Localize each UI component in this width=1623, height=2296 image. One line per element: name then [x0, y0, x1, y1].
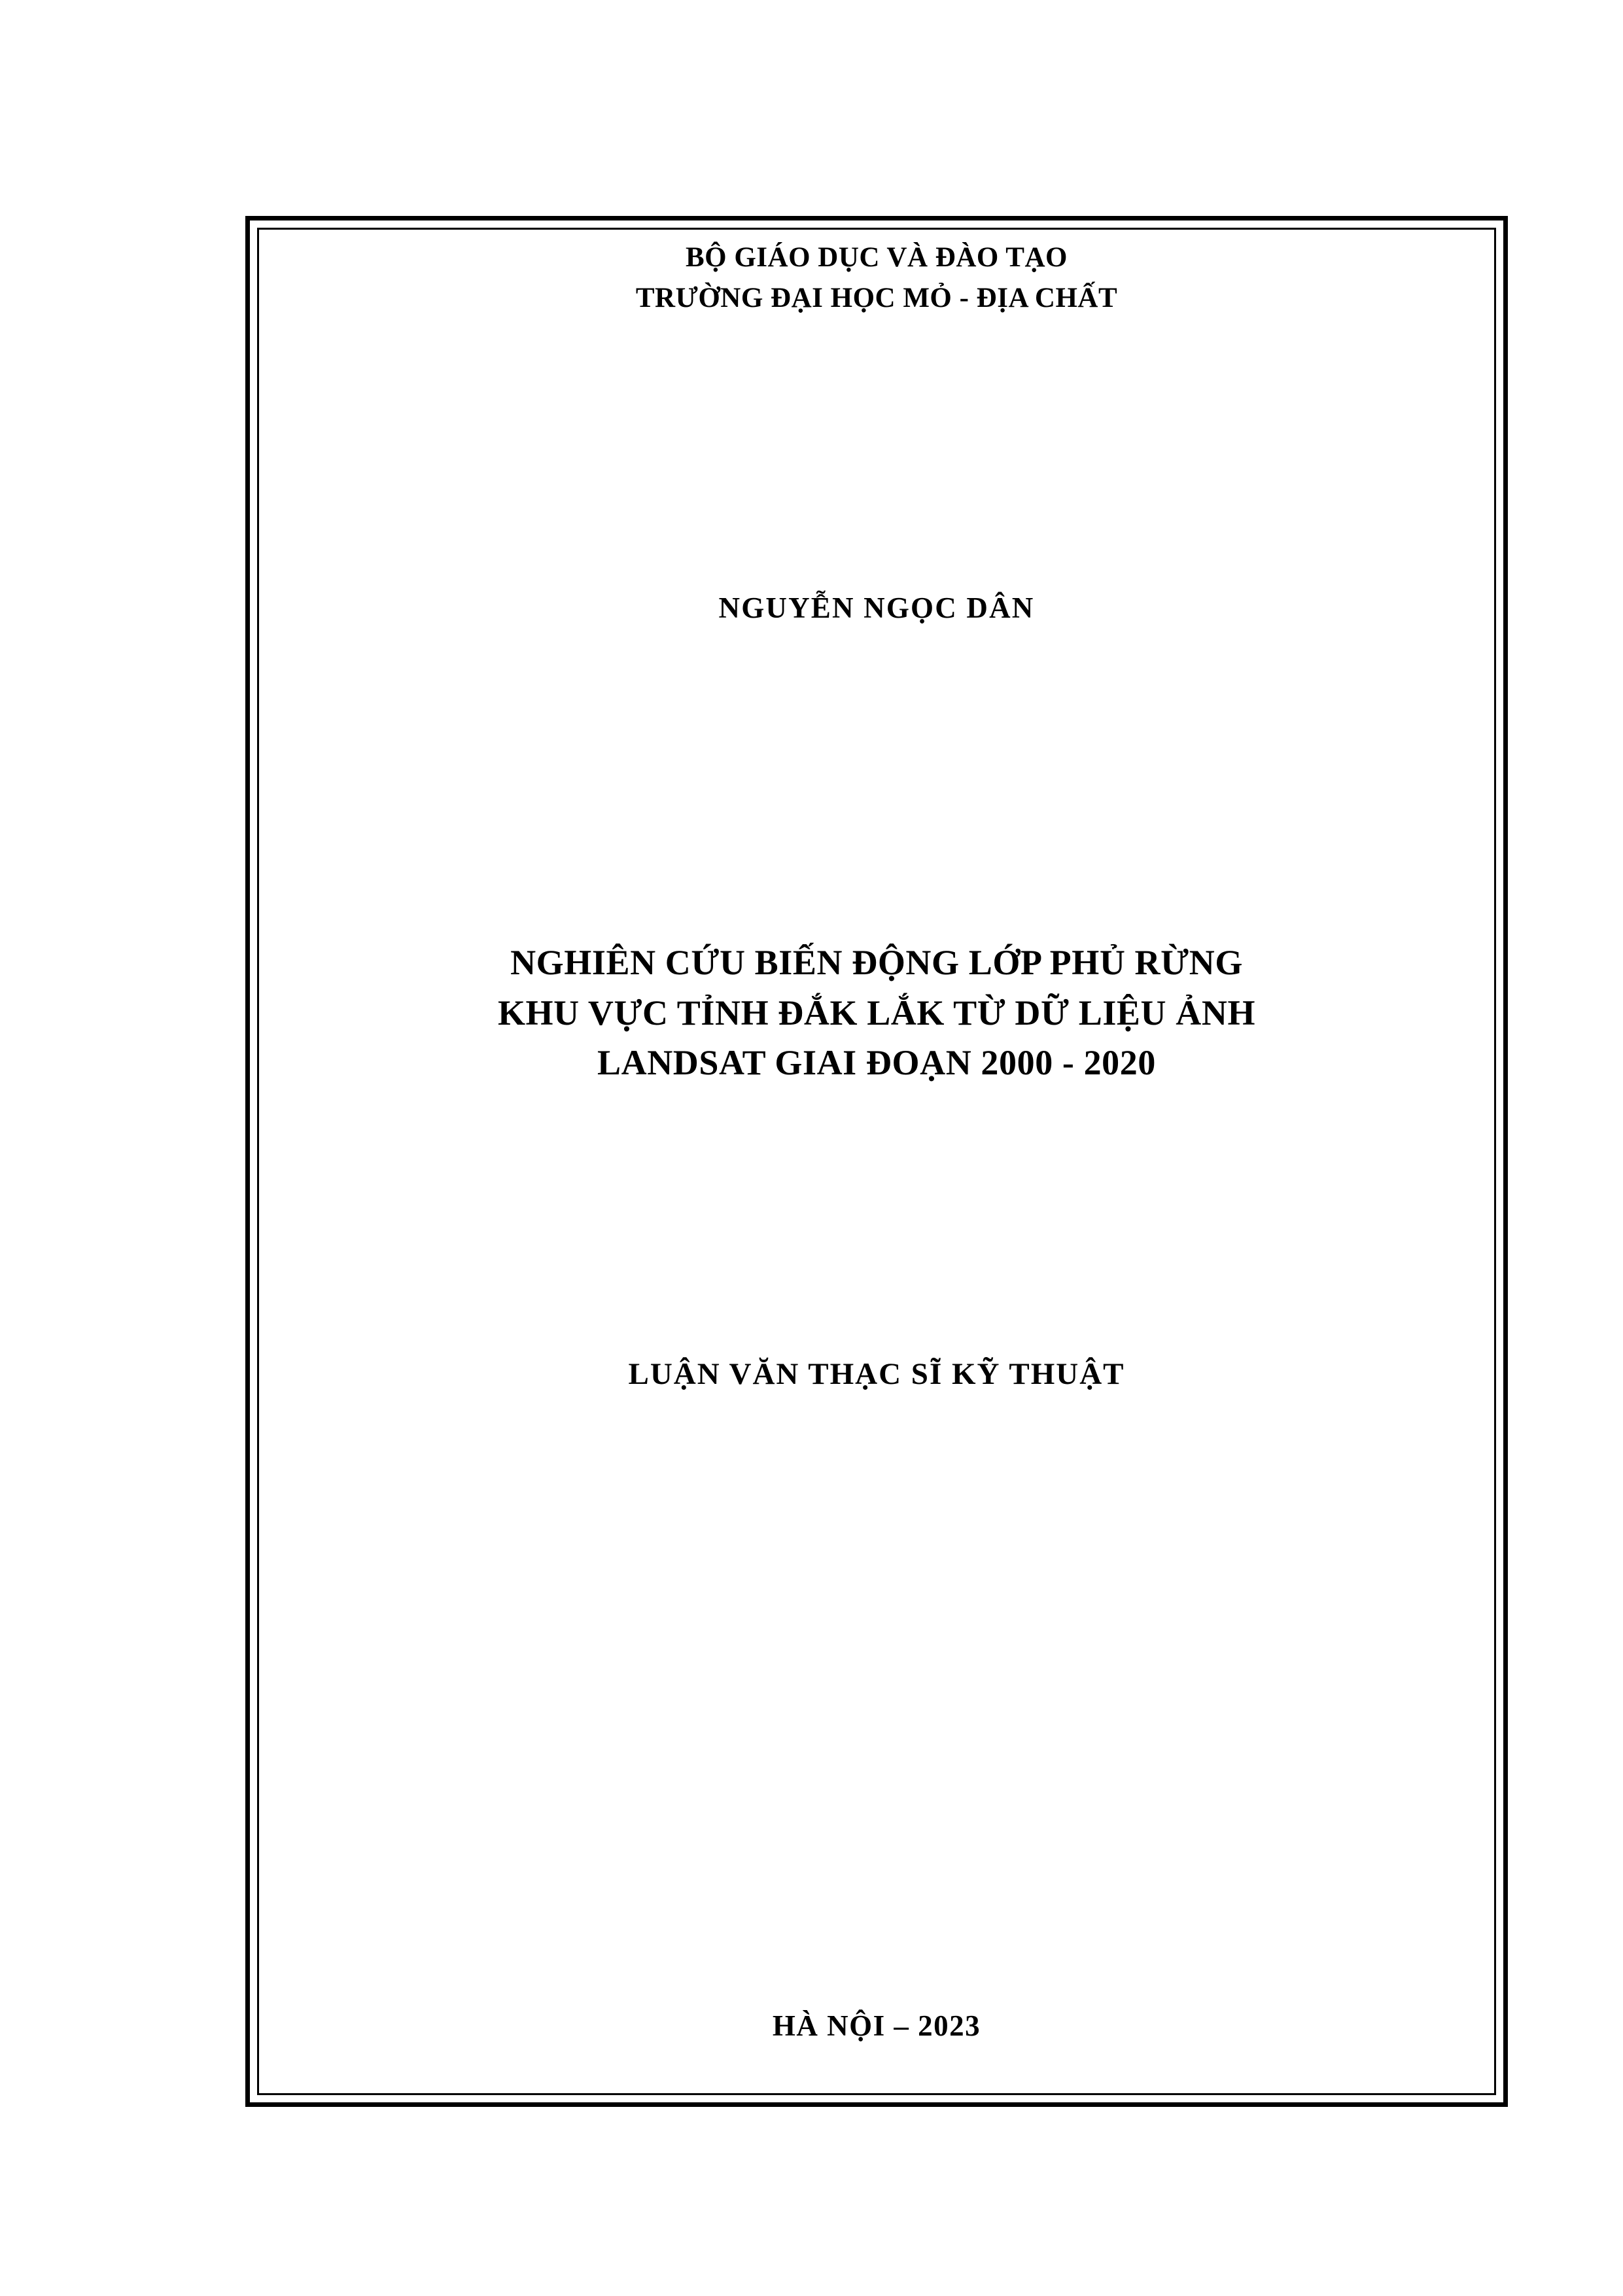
- thesis-title-line-1: NGHIÊN CỨU BIẾN ĐỘNG LỚP PHỦ RỪNG: [510, 943, 1243, 982]
- cover-footer: [257, 2009, 1496, 2043]
- university-name: TRƯỜNG ĐẠI HỌC MỎ - ĐỊA CHẤT: [635, 283, 1118, 314]
- ministry-name: BỘ GIÁO DỤC VÀ ĐÀO TẠO: [685, 242, 1068, 273]
- thesis-title-line-2: KHU VỰC TỈNH ĐẮK LẮK TỪ DỮ LIỆU ẢNH: [497, 993, 1256, 1033]
- place-and-year: HÀ NỘI – 2023: [772, 2009, 981, 2042]
- institution-header: [257, 239, 1496, 317]
- degree-block: [257, 1356, 1496, 1392]
- thesis-title: [257, 938, 1496, 1088]
- author-block: [257, 591, 1496, 625]
- cover-content: [257, 228, 1496, 2095]
- author-name: NGUYỄN NGỌC DÂN: [718, 592, 1035, 624]
- thesis-title-line-3: LANDSAT GIAI ĐOẠN 2000 - 2020: [597, 1043, 1156, 1083]
- degree-label: LUẬN VĂN THẠC SĨ KỸ THUẬT: [628, 1357, 1125, 1391]
